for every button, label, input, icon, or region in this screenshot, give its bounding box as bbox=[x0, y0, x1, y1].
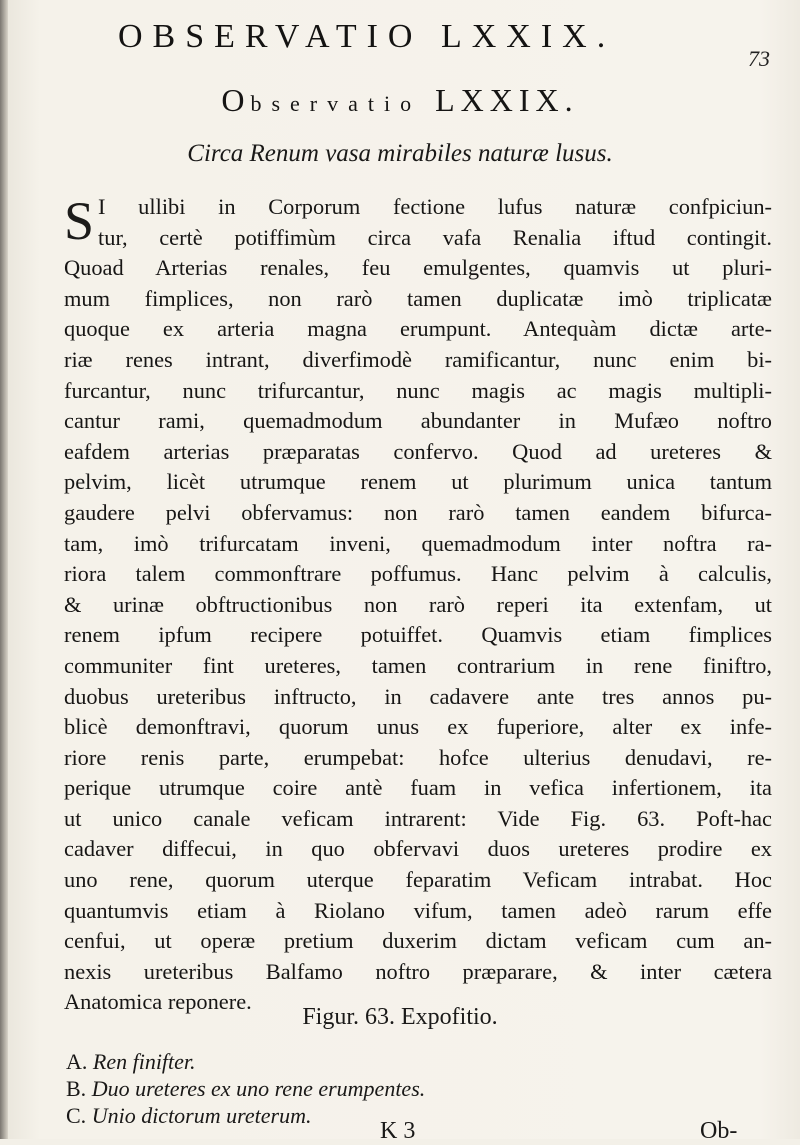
legend-text: Ren finifter. bbox=[92, 1049, 196, 1074]
catchword: Ob- bbox=[700, 1118, 738, 1144]
body-line: cenfui, ut operæ pretium duxerim dictam veficam cum an- bbox=[64, 928, 772, 954]
signature-mark: K 3 bbox=[380, 1118, 416, 1144]
figure-caption: Figur. 63. Expofitio. bbox=[302, 1004, 498, 1030]
body-line: riora talem commonftrare poffumus. Hanc pelvim à calculis, bbox=[64, 561, 772, 587]
legend-key: A. bbox=[66, 1049, 88, 1074]
legend-key: C. bbox=[66, 1103, 87, 1128]
body-line: blicè demonftravi, quorum unus ex fuperiore, alter ex infe- bbox=[64, 714, 772, 740]
body-line: perique utrumque coire antè fuam in vefica infertionem, ita bbox=[64, 775, 772, 801]
body-line: tam, imò trifurcatam inveni, quemadmodum inter noftra ra- bbox=[64, 530, 772, 556]
body-line: I ullibi in Corporum fectione lufus naturæ confpiciun- bbox=[98, 194, 772, 219]
body-line: quoque ex arteria magna erumpunt. Antequàm dictæ arte- bbox=[64, 316, 772, 342]
body-line: Anatomica reponere. bbox=[64, 989, 252, 1015]
body-line: communiter fint ureteres, tamen contrarium in rene finiftro, bbox=[64, 652, 772, 678]
body-line: tur, certè potiffimùm circa vafa Renalia iftud contingit. bbox=[98, 224, 772, 250]
title-rest: bservatio bbox=[250, 91, 422, 116]
legend-text: Unio dictorum ureterum. bbox=[91, 1103, 312, 1128]
body-line: duobus ureteribus inftructo, in cadavere ante tres annos pu- bbox=[64, 683, 772, 709]
title-numeral: LXXIX. bbox=[435, 82, 579, 118]
body-line: cadaver diffecui, in quo obfervavi duos ureteres prodire ex bbox=[64, 836, 772, 862]
page-number: 73 bbox=[748, 46, 770, 71]
observation-title bbox=[0, 82, 800, 119]
running-head: OBSERVATIO LXXIX. bbox=[118, 18, 616, 55]
drop-cap: S bbox=[64, 191, 95, 251]
body-line: furcantur, nunc trifurcantur, nunc magis ac magis multipli- bbox=[64, 377, 772, 403]
body-line: cantur rami, quemadmodum abundanter in Mufæo noftro bbox=[64, 408, 772, 434]
body-line: uno rene, quorum uterque feparatim Veficam intrabat. Hoc bbox=[64, 867, 772, 893]
body-line: mum fimplices, non rarò tamen duplicatæ imò triplicatæ bbox=[64, 285, 772, 311]
legend-item bbox=[66, 1075, 766, 1102]
body-line: riore renis parte, erumpebat: hofce ulterius denudavi, re- bbox=[64, 744, 772, 770]
body-text bbox=[64, 192, 772, 1018]
body-line: & urinæ obftructionibus non rarò reperi ita extenfam, ut bbox=[64, 591, 772, 617]
subtitle: Circa Renum vasa mirabiles naturæ lusus. bbox=[187, 140, 613, 167]
legend-text: Duo ureteres ex uno rene erumpentes. bbox=[91, 1076, 426, 1101]
body-line: nexis ureteribus Balfamo noftro præparare, & inter cætera bbox=[64, 958, 772, 984]
legend-key: B. bbox=[66, 1076, 87, 1101]
body-line: quantumvis etiam à Riolano vifum, tamen adeò rarum effe bbox=[64, 897, 772, 923]
legend-item bbox=[66, 1102, 766, 1129]
figure-legend bbox=[66, 1048, 766, 1129]
gutter-shadow bbox=[0, 0, 8, 1139]
body-line: Quoad Arterias renales, feu emulgentes, quamvis ut pluri- bbox=[64, 255, 772, 281]
body-line: gaudere pelvi obfervamus: non rarò tamen eandem bifurca- bbox=[64, 499, 772, 525]
body-line: riæ renes intrant, diverfimodè ramificantur, nunc enim bi- bbox=[64, 346, 772, 372]
body-line: ut unico canale veficam intrarent: Vide Fig. 63. Poft-hac bbox=[64, 805, 772, 831]
body-line: pelvim, licèt utrumque renem ut plurimum unica tantum bbox=[64, 469, 772, 495]
body-line: eafdem arterias præparatas confervo. Quod ad ureteres & bbox=[64, 438, 772, 464]
body-line: renem ipfum recipere potuiffet. Quamvis etiam fimplices bbox=[64, 622, 772, 648]
title-initial: O bbox=[221, 82, 251, 118]
legend-item bbox=[66, 1048, 766, 1075]
